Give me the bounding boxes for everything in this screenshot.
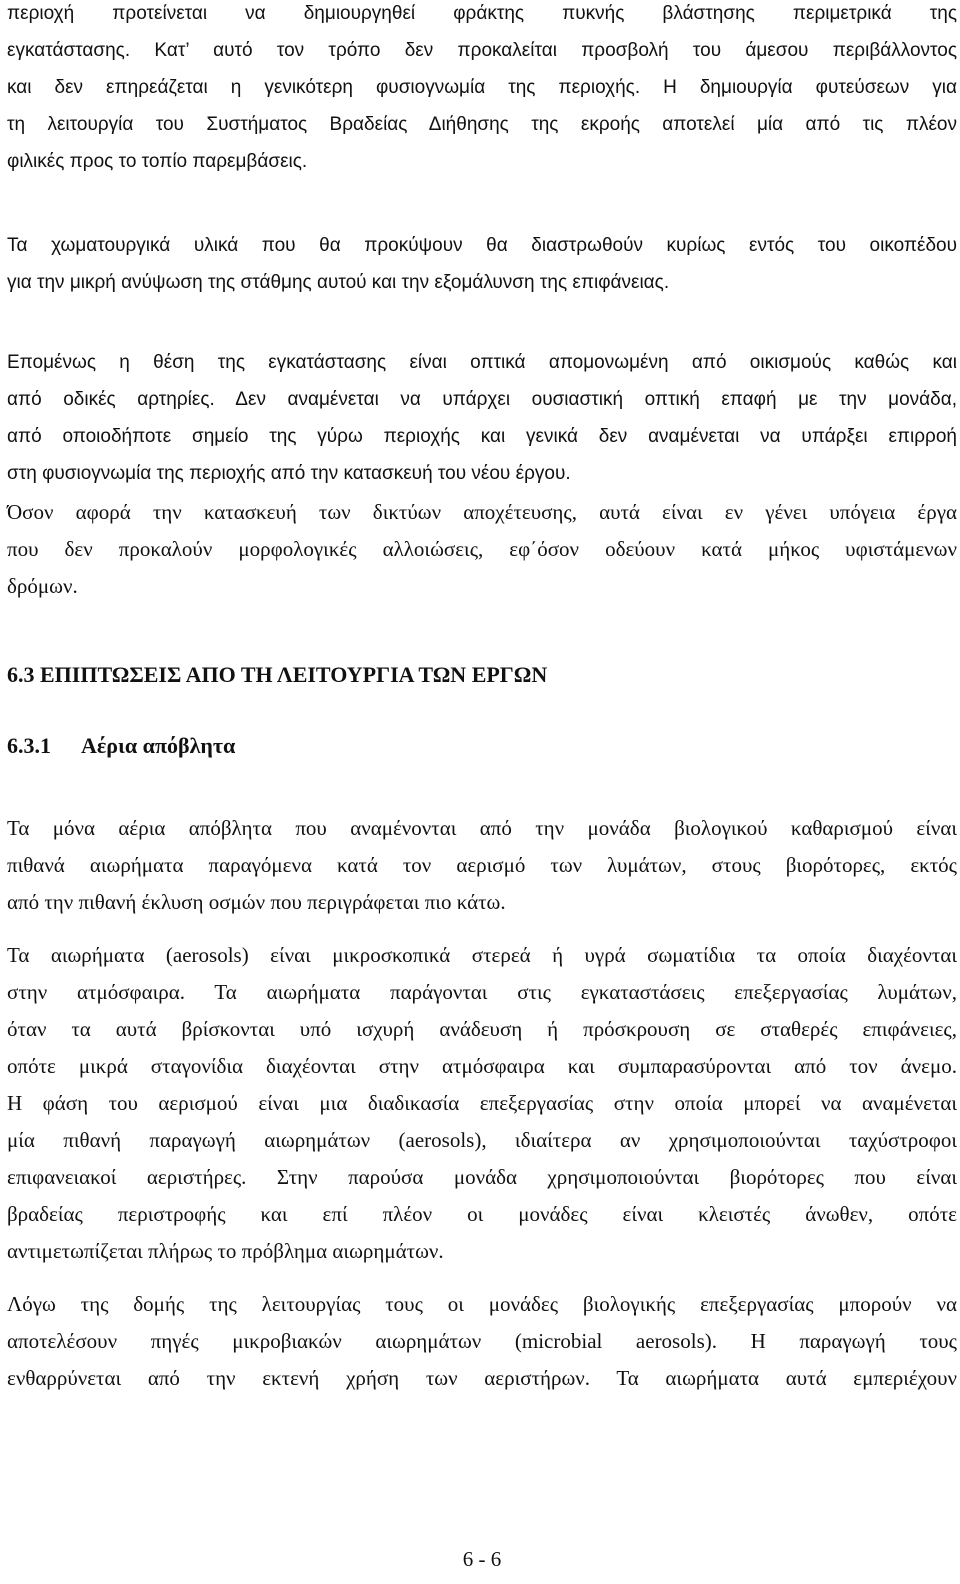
text-line: επιφανειακοί αεριστήρες. Στην παρούσα μονάδα χρησιμοποιούνται βιορότορες που είναι (7, 1165, 957, 1189)
text-line: από την πιθανή έκλυση οσμών που περιγράφεται πιο κάτω. (7, 890, 506, 914)
subsection-title: Αέρια απόβλητα (81, 733, 236, 758)
text-line: δρόμων. (7, 574, 78, 598)
text-line: τη λειτουργία του Συστήματος Βραδείας Διήθησης της εκροής αποτελεί μία από τις πλέον (7, 114, 957, 135)
text-line: Τα αιωρήματα (aerosols) είναι μικροσκοπικά στερεά ή υγρά σωματίδια τα οποία διαχέονται (7, 943, 957, 967)
document-page (7, 0, 957, 1584)
text-line: όταν τα αυτά βρίσκονται υπό ισχυρή ανάδευση ή πρόσκρουση σε σταθερές επιφάνειες, (7, 1017, 957, 1041)
text-line: εγκατάστασης. Κατ’ αυτό τον τρόπο δεν προκαλείται προσβολή του άμεσου περιβάλλοντος (7, 40, 957, 61)
text-line: αποτελέσουν πηγές μικροβιακών αιωρημάτων (microbial aerosols). Η παραγωγή τους (7, 1329, 957, 1353)
text-line: στη φυσιογνωμία της περιοχής από την κατασκευή του νέου έργου. (7, 463, 571, 484)
paragraph-sewer-networks (7, 494, 957, 605)
text-line: Λόγω της δομής της λειτουργίας τους οι μονάδες βιολογικής επεξεργασίας μπορούν να (7, 1292, 957, 1316)
text-line: Επομένως η θέση της εγκατάστασης είναι οπτικά απομονωμένη από οικισμούς καθώς και (7, 352, 957, 373)
text-line: από οποιοδήποτε σημείο της γύρω περιοχής και γενικά δεν αναμένεται να υπάρξει επιρροή (7, 426, 957, 447)
text-line: αντιμετωπίζεται πλήρως το πρόβλημα αιωρημάτων. (7, 1239, 444, 1263)
text-line: πιθανά αιωρήματα παραγόμενα κατά τον αερισμό των λυμάτων, στους βιορότορες, εκτός (7, 853, 957, 877)
page-number: 6 - 6 (462, 1547, 502, 1571)
text-line: Η φάση του αερισμού είναι μια διαδικασία επεξεργασίας στην οποία μπορεί να αναμένεται (7, 1091, 957, 1115)
text-line: για την μικρή ανύψωση της στάθμης αυτού και την εξομάλυνση της επιφάνειας. (7, 272, 670, 293)
text-line: βραδείας περιστροφής και επί πλέον οι μονάδες είναι κλειστές άνωθεν, οπότε (7, 1202, 957, 1226)
text-line: Τα χωματουργικά υλικά που θα προκύψουν θα διαστρωθούν κυρίως εντός του οικοπέδου (7, 235, 957, 256)
subsection-heading (7, 731, 235, 761)
text-line: Όσον αφορά την κατασκευή των δικτύων αποχέτευσης, αυτά είναι εν γένει υπόγεια έργα (7, 500, 957, 524)
text-line: από οδικές αρτηρίες. Δεν αναμένεται να υπάρχει ουσιαστική οπτική επαφή με την μονάδα, (7, 389, 957, 410)
paragraph-microbial-aerosols (7, 1286, 957, 1397)
text-line: οπότε μικρά σταγονίδια διαχέονται στην ατμόσφαιρα και συμπαρασύρονται από τον άνεμο. (7, 1054, 957, 1078)
text-line: φιλικές προς το τοπίο παρεμβάσεις. (7, 151, 308, 172)
paragraph-gaseous-waste (7, 810, 957, 921)
text-line: μία πιθανή παραγωγή αιωρημάτων (aerosols), ιδιαίτερα αν χρησιμοποιούνται ταχύστροφοι (7, 1128, 957, 1152)
text-line: και δεν επηρεάζεται η γενικότερη φυσιογνωμία της περιοχής. Η δημιουργία φυτεύσεων για (7, 77, 957, 98)
text-line: Τα μόνα αέρια απόβλητα που αναμένονται από την μονάδα βιολογικού καθαρισμού είναι (7, 816, 957, 840)
text-line: περιοχή προτείνεται να δημιουργηθεί φράκτης πυκνής βλάστησης περιμετρικά της (7, 3, 957, 24)
paragraph-visual-isolation (7, 344, 957, 492)
paragraph-earthworks (7, 227, 957, 301)
subsection-number: 6.3.1 (7, 733, 51, 758)
text-line: ενθαρρύνεται από την εκτενή χρήση των αεριστήρων. Τα αιωρήματα αυτά εμπεριέχουν (7, 1366, 957, 1390)
paragraph-visual-impact-planting (7, 0, 957, 180)
text-line: στην ατμόσφαιρα. Τα αιωρήματα παράγονται στις εγκαταστάσεις επεξεργασίας λυμάτων, (7, 980, 957, 1004)
section-heading: 6.3 ΕΠΙΠΤΩΣΕΙΣ ΑΠΟ ΤΗ ΛΕΙΤΟΥΡΓΙΑ ΤΩΝ ΕΡΓΩΝ (7, 662, 548, 687)
paragraph-aerosols (7, 937, 957, 1270)
text-line: που δεν προκαλούν μορφολογικές αλλοιώσεις, εφ΄όσον οδεύουν κατά μήκος υφιστάμενων (7, 537, 957, 561)
